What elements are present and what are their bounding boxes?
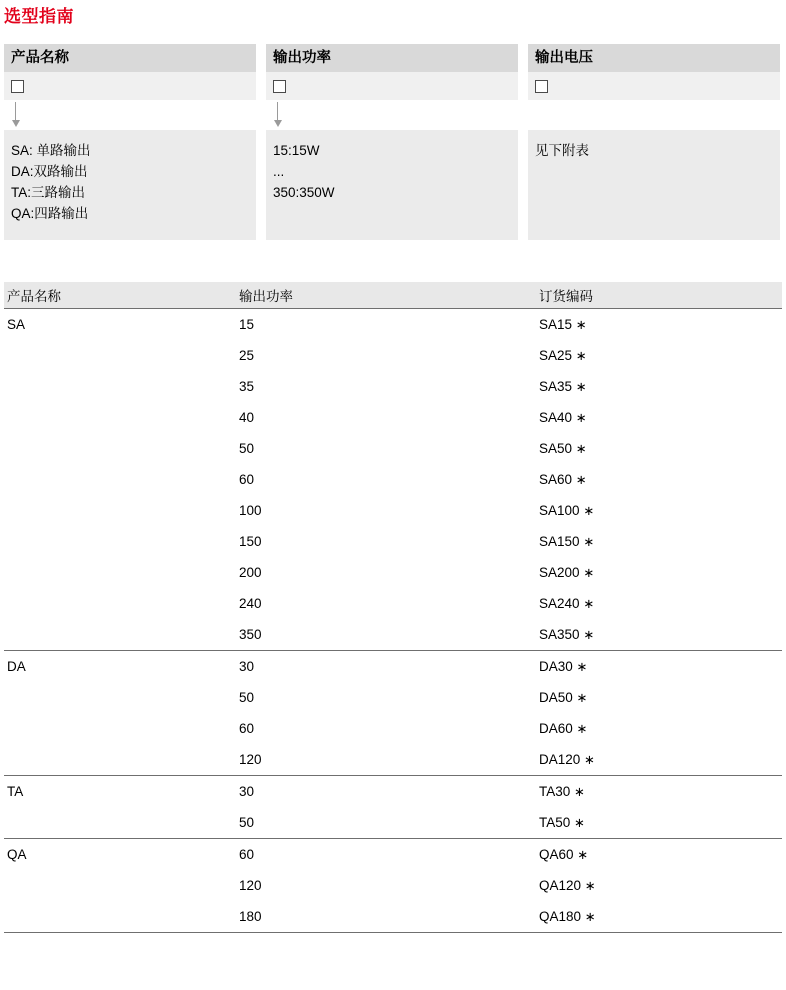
table-row (4, 870, 782, 901)
table-row (4, 340, 782, 371)
guide-option-spacer (535, 203, 772, 224)
table-row (4, 588, 782, 619)
table-group-da (4, 651, 782, 776)
cell-order-code (536, 348, 779, 364)
asterisk-icon: ∗ (576, 658, 588, 674)
guide-option: ... (273, 164, 285, 179)
cell-product-name: TA (7, 784, 24, 799)
cell-output-power: 120 (239, 752, 262, 767)
cell-output-power: 30 (239, 659, 255, 674)
asterisk-icon: ∗ (576, 689, 588, 705)
cell-order-code (536, 659, 779, 675)
cell-output-power: 50 (239, 441, 255, 456)
order-code-text: QA60 (539, 846, 574, 862)
order-code-text: QA120 (539, 877, 582, 893)
table-row (4, 713, 782, 744)
table-header-order-code: 订货编码 (539, 289, 593, 304)
cell-order-code (536, 784, 779, 800)
asterisk-icon: ∗ (575, 409, 587, 425)
cell-order-code (536, 690, 779, 706)
asterisk-icon: ∗ (575, 440, 587, 456)
cell-output-power: 50 (239, 815, 255, 830)
cell-output-power: 100 (239, 503, 262, 518)
order-code-text: DA30 (539, 658, 573, 674)
cell-order-code (536, 752, 779, 768)
cell-output-power: 35 (239, 379, 255, 394)
cell-order-code (536, 909, 779, 925)
order-code-text: DA120 (539, 751, 581, 767)
guide-header-output-power: 输出功率 (266, 44, 518, 72)
asterisk-icon: ∗ (583, 533, 595, 549)
asterisk-icon: ∗ (576, 720, 588, 736)
table-row (4, 901, 782, 932)
guide-option: TA:三路输出 (11, 185, 85, 200)
asterisk-icon: ∗ (583, 595, 595, 611)
order-code-text: SA350 (539, 626, 580, 642)
guide-arrow-product-name (4, 100, 256, 130)
cell-output-power: 180 (239, 909, 262, 924)
arrow-down-icon (15, 102, 16, 122)
cell-order-code (536, 815, 779, 831)
cell-order-code (536, 503, 779, 519)
asterisk-icon: ∗ (583, 502, 595, 518)
guide-column-output-power (266, 44, 518, 240)
guide-option-spacer (273, 203, 510, 224)
asterisk-icon: ∗ (575, 471, 587, 487)
cell-output-power: 30 (239, 784, 255, 799)
asterisk-icon: ∗ (584, 908, 596, 924)
cell-order-code (536, 596, 779, 612)
asterisk-icon: ∗ (584, 877, 596, 893)
cell-order-code (536, 878, 779, 894)
selection-guide-columns (4, 44, 782, 240)
table-row (4, 557, 782, 588)
table-row (4, 309, 782, 340)
cell-output-power: 50 (239, 690, 255, 705)
guide-body-output-power (266, 130, 518, 240)
checkbox-icon[interactable] (535, 80, 548, 93)
cell-order-code (536, 565, 779, 581)
order-code-text: SA50 (539, 440, 573, 456)
guide-checkbox-cell-product-name[interactable] (4, 72, 256, 100)
table-group-qa (4, 839, 782, 933)
cell-order-code (536, 721, 779, 737)
table-row (4, 744, 782, 775)
asterisk-icon: ∗ (577, 846, 589, 862)
order-code-text: SA60 (539, 471, 573, 487)
asterisk-icon: ∗ (575, 378, 587, 394)
asterisk-icon: ∗ (575, 347, 587, 363)
guide-option: 见下附表 (535, 143, 589, 158)
cell-order-code (536, 534, 779, 550)
table-row (4, 402, 782, 433)
cell-output-power: 25 (239, 348, 255, 363)
guide-header-output-voltage: 输出电压 (528, 44, 780, 72)
guide-option-spacer (535, 161, 772, 182)
table-row (4, 433, 782, 464)
order-code-text: QA180 (539, 908, 582, 924)
guide-option: QA:四路输出 (11, 206, 89, 221)
cell-order-code (536, 847, 779, 863)
guide-arrow-output-power (266, 100, 518, 130)
cell-output-power: 150 (239, 534, 262, 549)
guide-arrow-output-voltage (528, 100, 780, 130)
selection-guide (4, 44, 782, 240)
guide-column-output-voltage (528, 44, 780, 240)
asterisk-icon: ∗ (583, 626, 595, 642)
cell-product-name: QA (7, 847, 27, 862)
guide-option: DA:双路输出 (11, 164, 88, 179)
guide-checkbox-cell-output-voltage[interactable] (528, 72, 780, 100)
order-code-text: TA30 (539, 783, 571, 799)
cell-order-code (536, 379, 779, 395)
cell-output-power: 60 (239, 847, 255, 862)
order-code-text: SA150 (539, 533, 580, 549)
table-row (4, 807, 782, 838)
cell-order-code (536, 441, 779, 457)
cell-output-power: 15 (239, 317, 255, 332)
guide-option-spacer (535, 182, 772, 203)
cell-order-code (536, 317, 779, 333)
checkbox-icon[interactable] (273, 80, 286, 93)
checkbox-icon[interactable] (11, 80, 24, 93)
table-header-product-name: 产品名称 (7, 289, 61, 304)
order-code-text: SA100 (539, 502, 580, 518)
table-group-sa (4, 309, 782, 651)
order-code-text: DA50 (539, 689, 573, 705)
table-header-output-power: 输出功率 (239, 289, 293, 304)
guide-option: 350:350W (273, 185, 335, 200)
order-code-text: SA40 (539, 409, 573, 425)
guide-checkbox-cell-output-power[interactable] (266, 72, 518, 100)
order-code-text: SA200 (539, 564, 580, 580)
cell-output-power: 40 (239, 410, 255, 425)
table-row (4, 651, 782, 682)
cell-order-code (536, 627, 779, 643)
asterisk-icon: ∗ (584, 751, 595, 767)
order-code-text: DA60 (539, 720, 573, 736)
cell-order-code (536, 410, 779, 426)
order-code-text: SA35 (539, 378, 573, 394)
guide-body-output-voltage (528, 130, 780, 240)
order-code-table (4, 282, 782, 933)
cell-output-power: 60 (239, 472, 255, 487)
table-group-ta (4, 776, 782, 839)
table-row (4, 464, 782, 495)
cell-output-power: 120 (239, 878, 262, 893)
order-code-text: SA25 (539, 347, 573, 363)
cell-product-name: SA (7, 317, 26, 332)
table-row (4, 495, 782, 526)
table-row (4, 619, 782, 650)
order-code-text: SA240 (539, 595, 580, 611)
order-code-text: TA50 (539, 814, 571, 830)
cell-product-name: DA (7, 659, 26, 674)
asterisk-icon: ∗ (574, 814, 585, 830)
guide-body-product-name (4, 130, 256, 240)
arrow-down-icon (277, 102, 278, 122)
guide-column-product-name (4, 44, 256, 240)
guide-option: 15:15W (273, 143, 320, 158)
cell-output-power: 60 (239, 721, 255, 736)
order-code-text: SA15 (539, 316, 573, 332)
asterisk-icon: ∗ (575, 316, 587, 332)
table-header-row (4, 282, 782, 309)
asterisk-icon: ∗ (583, 564, 595, 580)
table-row (4, 682, 782, 713)
guide-option: SA: 单路输出 (11, 143, 91, 158)
cell-order-code (536, 472, 779, 488)
guide-header-product-name: 产品名称 (4, 44, 256, 72)
cell-output-power: 240 (239, 596, 262, 611)
asterisk-icon: ∗ (574, 783, 585, 799)
table-row (4, 839, 782, 870)
table-row (4, 526, 782, 557)
page-title: 选型指南 (4, 7, 74, 26)
table-row (4, 371, 782, 402)
cell-output-power: 200 (239, 565, 262, 580)
cell-output-power: 350 (239, 627, 262, 642)
table-row (4, 776, 782, 807)
